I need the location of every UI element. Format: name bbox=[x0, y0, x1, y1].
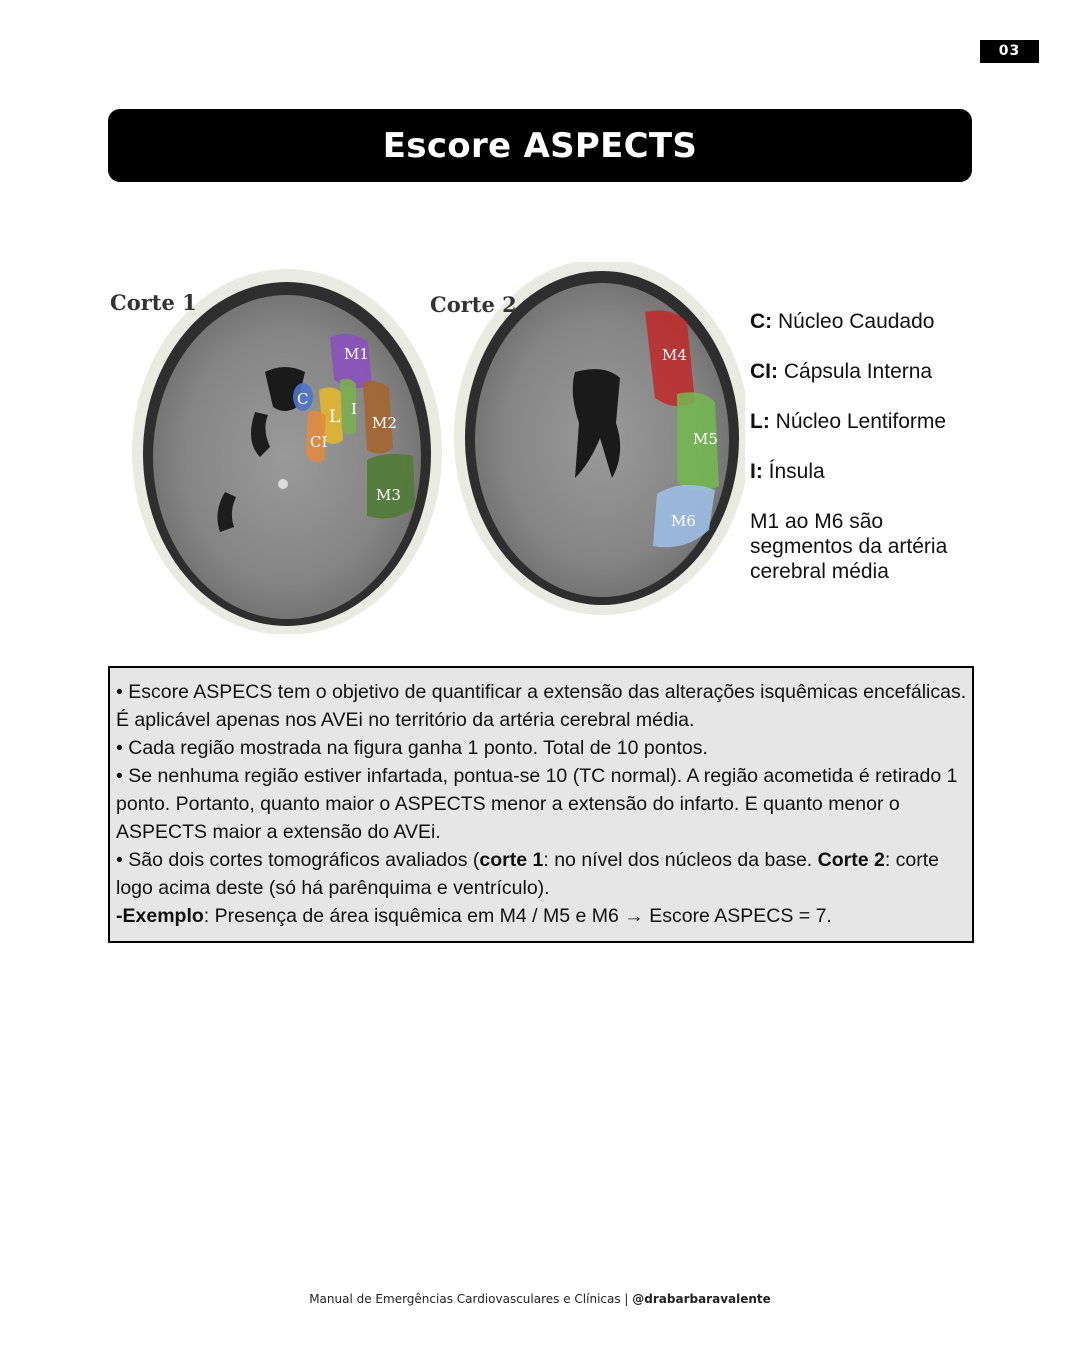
label-l: L bbox=[329, 407, 341, 427]
label-m4: M4 bbox=[662, 346, 687, 364]
page-title: Escore ASPECTS bbox=[382, 125, 698, 166]
page-number: 03 bbox=[980, 40, 1039, 63]
ct-figure bbox=[105, 262, 745, 634]
label-i: I bbox=[351, 400, 357, 418]
info-bullet-4: • São dois cortes tomográficos avaliados (corte 1: no nível dos núcleos da base. Corte 2: corte logo acima deste (só há parênquima e ventrículo). bbox=[116, 849, 940, 899]
label-c: C bbox=[297, 390, 309, 408]
info-bullet-3: • Se nenhuma região estiver infartada, pontua-se 10 (TC normal). A região acometida é retirado 1 ponto. Portanto, quanto maior o ASPECTS menor a extensão do infarto. E quanto menor o ASPECTS maior a extensão do AVEi. bbox=[116, 765, 958, 843]
label-m1: M1 bbox=[344, 345, 369, 363]
label-m6: M6 bbox=[671, 512, 696, 530]
legend bbox=[750, 309, 990, 609]
info-bullet-1: • Escore ASPECS tem o objetivo de quantificar a extensão das alterações isquêmicas encefálicas. É aplicável apenas nos AVEi no território da artéria cerebral média. bbox=[116, 681, 967, 731]
legend-i: I: Ínsula bbox=[750, 460, 825, 483]
label-m2: M2 bbox=[372, 414, 397, 432]
legend-ci: CI: Cápsula Interna bbox=[750, 360, 933, 383]
label-m3: M3 bbox=[376, 486, 401, 504]
footer-handle: @drabarbaravalente bbox=[632, 1292, 771, 1306]
footer bbox=[0, 1292, 1080, 1306]
legend-m-segments: M1 ao M6 são segmentos da artéria cerebral média bbox=[750, 510, 948, 583]
label-m5: M5 bbox=[693, 430, 718, 448]
corte1-label: Corte 1 bbox=[110, 290, 197, 315]
scan-corte-2 bbox=[430, 262, 745, 615]
scan-corte-1 bbox=[110, 269, 442, 634]
label-ci: CI bbox=[310, 433, 328, 451]
info-box bbox=[108, 666, 974, 943]
legend-l: L: Núcleo Lentiforme bbox=[750, 410, 947, 433]
corte2-label: Corte 2 bbox=[430, 292, 517, 317]
footer-text: Manual de Emergências Cardiovasculares e Clínicas | bbox=[309, 1292, 633, 1306]
title-banner bbox=[108, 109, 972, 182]
info-bullet-2: • Cada região mostrada na figura ganha 1 ponto. Total de 10 pontos. bbox=[116, 737, 708, 759]
info-example: -Exemplo: Presença de área isquêmica em M4 / M5 e M6 → Escore ASPECS = 7. bbox=[116, 905, 832, 927]
ct-scans-illustration bbox=[105, 262, 745, 634]
legend-c: C: Núcleo Caudado bbox=[750, 310, 935, 333]
